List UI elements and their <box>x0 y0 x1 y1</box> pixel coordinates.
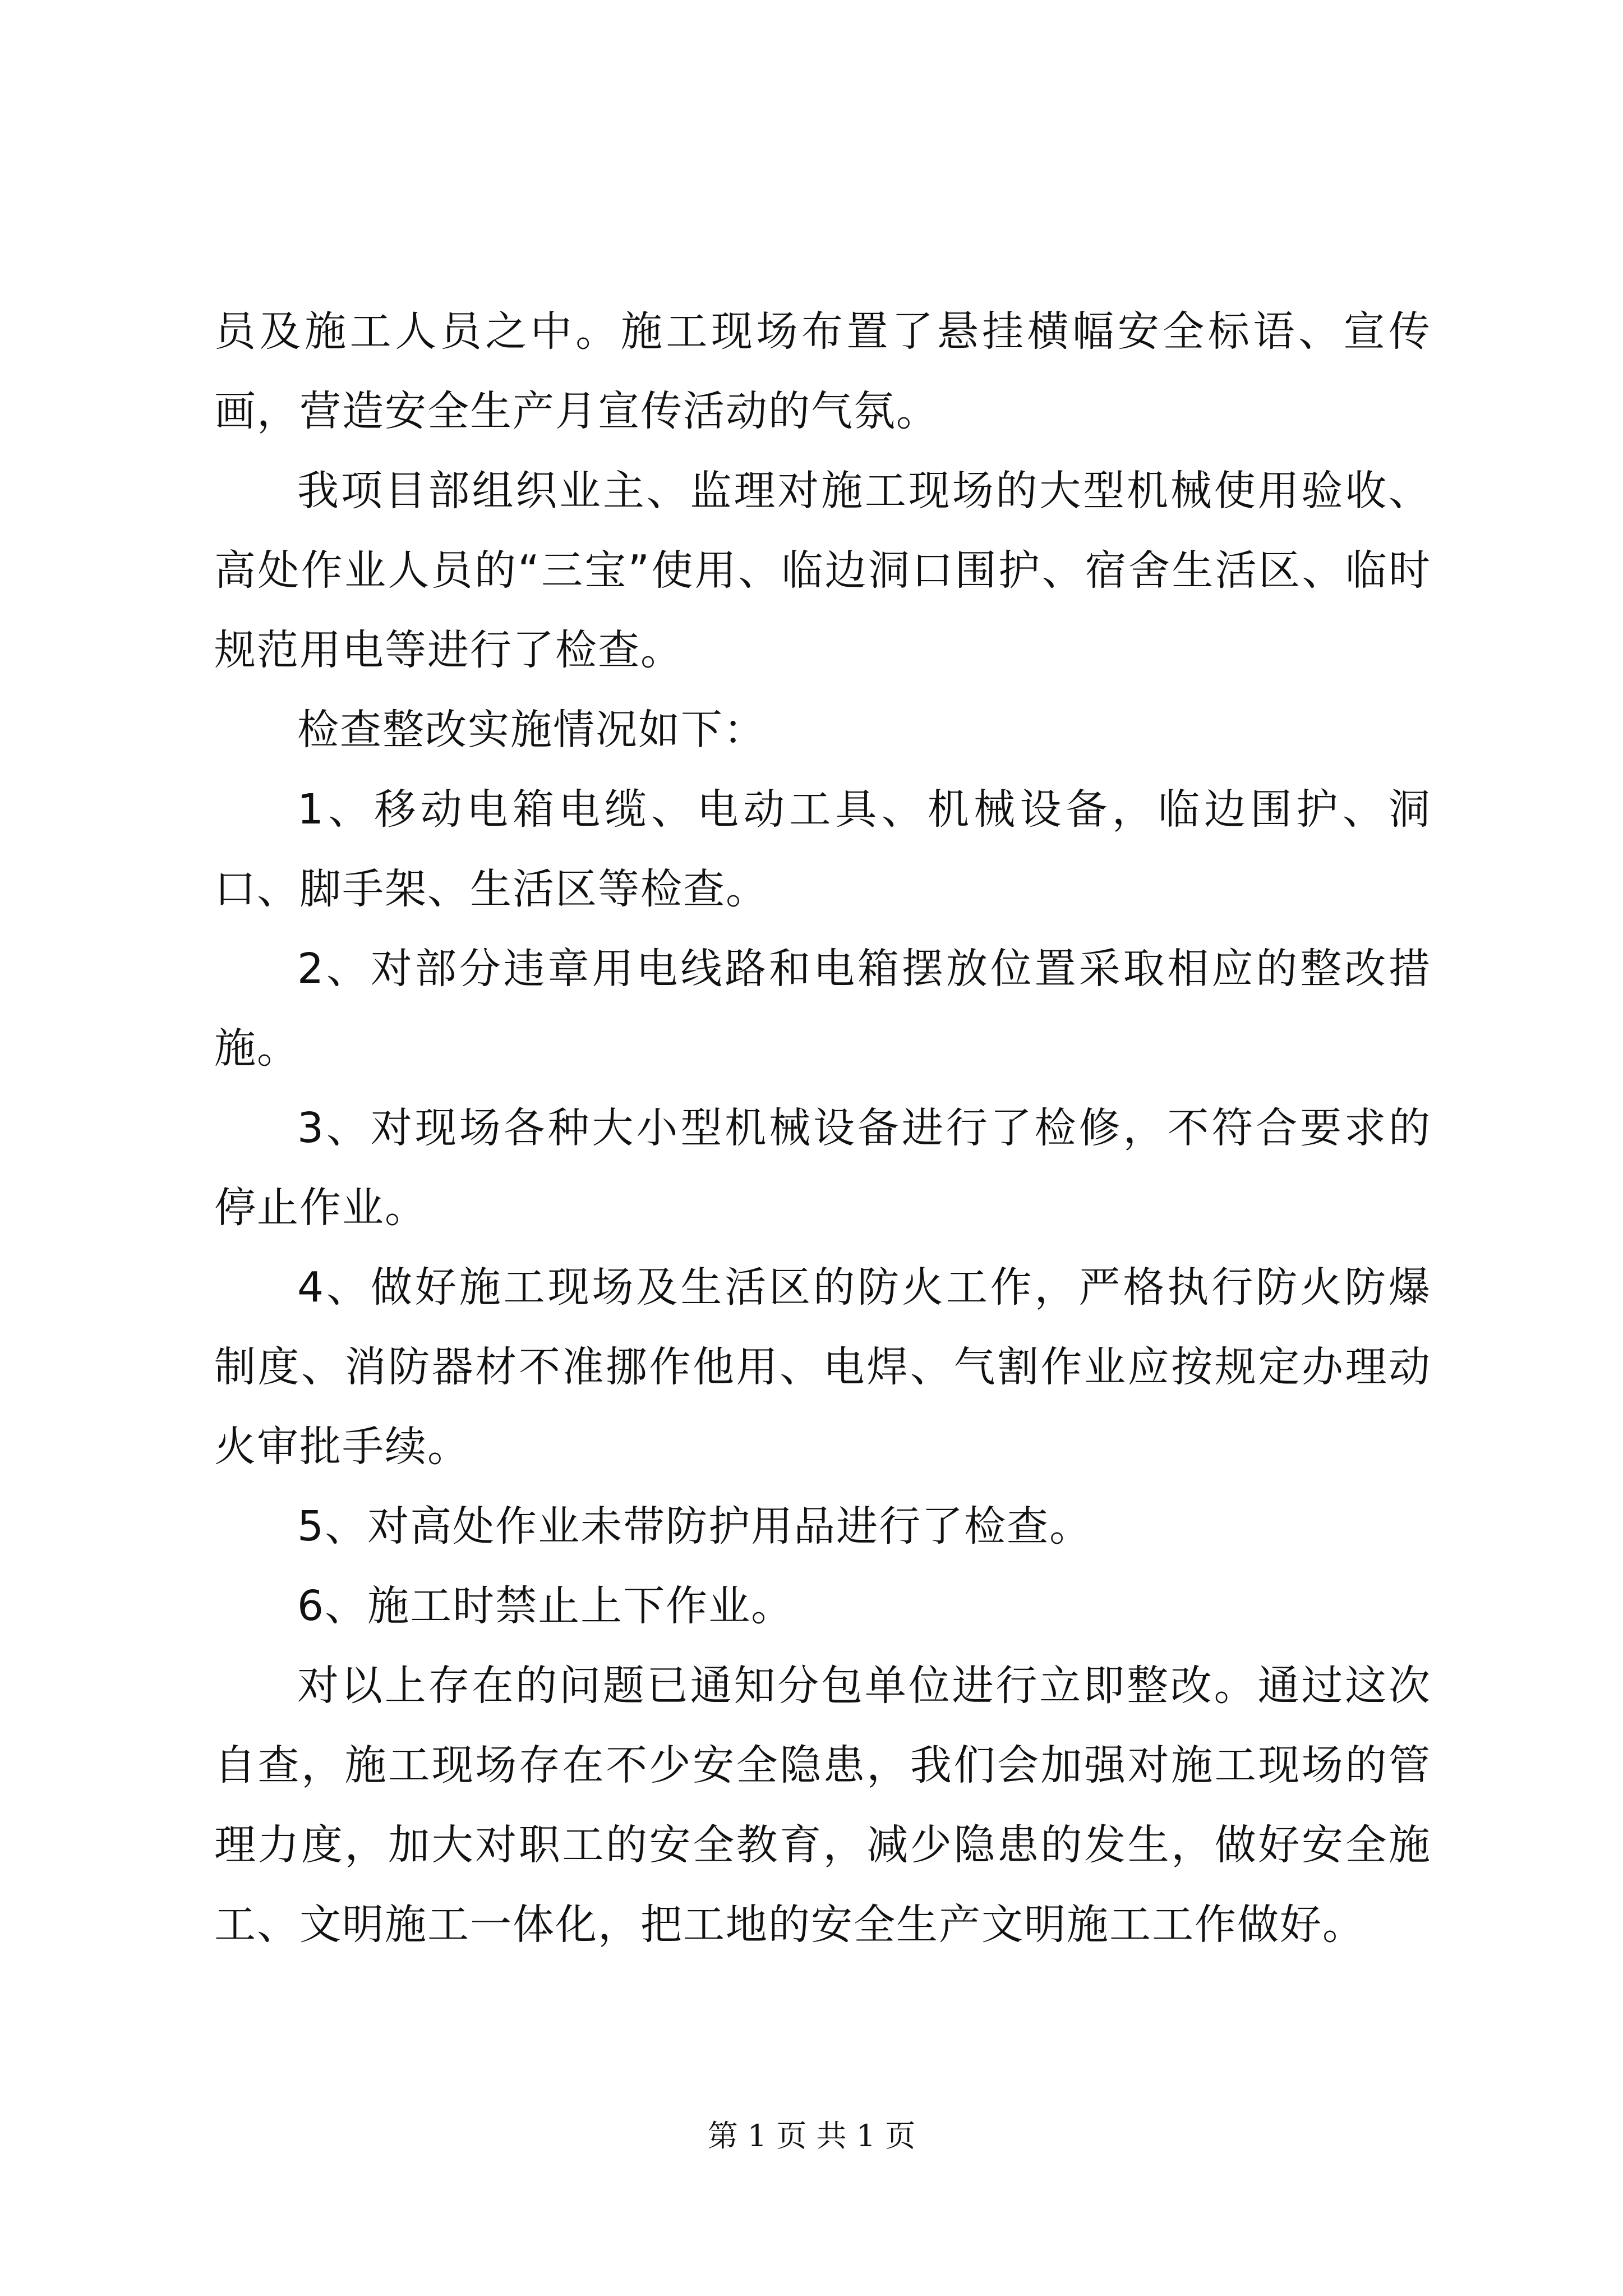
paragraph-continuation: 员及施工人员之中。施工现场布置了悬挂横幅安全标语、宣传画，营造安全生产月宣传活动的气氛。 <box>214 307 1431 435</box>
paragraph-rectification-heading: 检查整改实施情况如下： <box>297 706 766 754</box>
page-number-footer: 第 1 页 共 1 页 <box>707 2118 916 2154</box>
paragraph-inspection-scope: 我项目部组织业主、监理对施工现场的大型机械使用验收、高处作业人员的“三宝”使用、临边洞口围护、宿舍生活区、临时规范用电等进行了检查。 <box>214 467 1431 674</box>
list-item-4: 4、做好施工现场及生活区的防火工作，严格执行防火防爆制度、消防器材不准挪作他用、电焊、气割作业应按规定办理动火审批手续。 <box>214 1263 1431 1471</box>
list-item-6: 6、施工时禁止上下作业。 <box>297 1582 794 1630</box>
document-body <box>214 292 1431 1964</box>
list-item-5: 5、对高处作业未带防护用品进行了检查。 <box>297 1502 1092 1550</box>
list-item-2: 2、对部分违章用电线路和电箱摆放位置采取相应的整改措施。 <box>214 945 1431 1073</box>
list-item-3: 3、对现场各种大小型机械设备进行了检修，不符合要求的停止作业。 <box>214 1104 1431 1232</box>
paragraph-conclusion: 对以上存在的问题已通知分包单位进行立即整改。通过这次自查，施工现场存在不少安全隐患，我们会加强对施工现场的管理力度，加大对职工的安全教育，减少隐患的发生，做好安全施工、文明施工一体化，把工地的安全生产文明施工工作做好。 <box>214 1662 1431 1949</box>
list-item-1: 1、移动电箱电缆、电动工具、机械设备，临边围护、洞口、脚手架、生活区等检查。 <box>214 785 1431 913</box>
